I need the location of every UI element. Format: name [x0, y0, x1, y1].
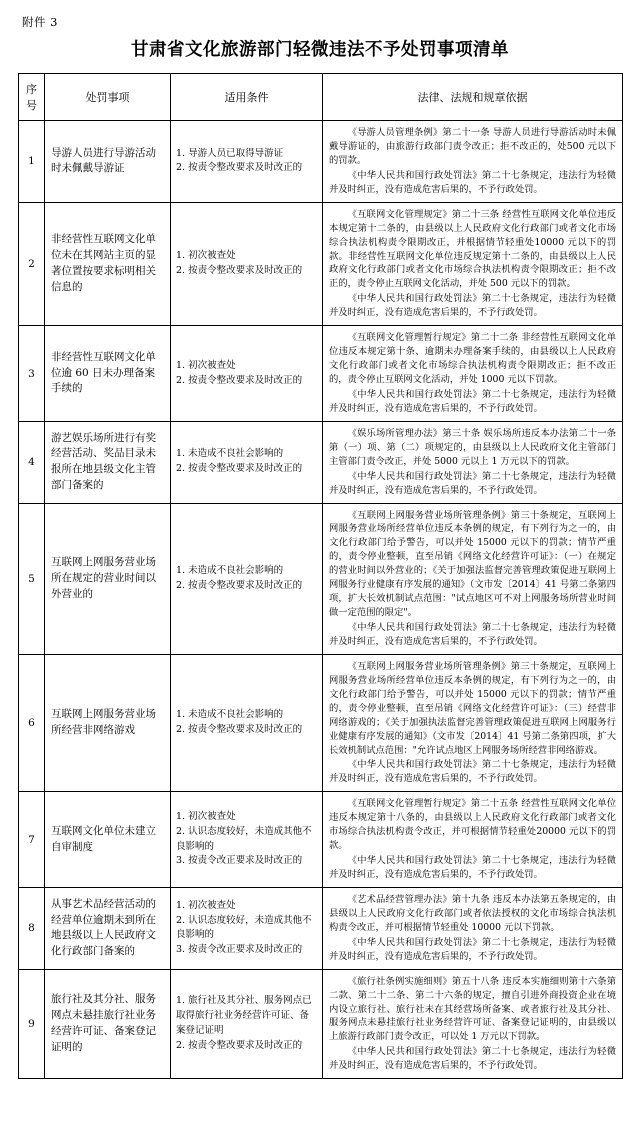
legal-basis-paragraph: 《中华人民共和国行政处罚法》第二十七条规定，违法行为轻微并及时纠正，没有造成危害后果的，不予行政处罚。	[329, 169, 616, 195]
column-header-basis: 法律、法规和规章依据	[323, 74, 623, 121]
legal-basis-paragraph: 《中华人民共和国行政处罚法》第二十七条规定，违法行为轻微并及时纠正，没有造成危害后果的，不予行政处罚。	[329, 759, 616, 785]
condition-line: 3. 按责令改正要求及时改正的	[176, 944, 303, 955]
condition-line: 2. 按责令整改要求及时改正的	[176, 579, 303, 591]
cell-conditions	[171, 654, 323, 791]
column-header-index: 序号	[19, 74, 45, 121]
table-row	[19, 887, 623, 969]
legal-basis-paragraph: 《互联网文化管理规定》第二十三条 经营性互联网文化单位违反本规定第十二条的，由县级以上人民政府文化行政部门或者文化市场综合执法机构责令限期改正，并根据情节轻重处10000 元以下的罚款。非经营性互联网文化单位违反规定第十二条的，由县级以上人民政府文化行政部门或者文化市场综合执法机构责令限期改正；拒不改正的，责令停止互联网文化活动，并处 500 元以下的罚款。	[329, 208, 616, 290]
table-row	[19, 121, 623, 203]
cell-index: 8	[19, 887, 45, 969]
table-row	[19, 792, 623, 888]
cell-index: 3	[19, 326, 45, 422]
table-row	[19, 969, 623, 1079]
cell-penalty-matter: 互联网文化单位未建立自审制度	[45, 792, 171, 888]
condition-line: 1. 初次被查处	[176, 359, 236, 371]
cell-index: 5	[19, 503, 45, 654]
cell-index: 2	[19, 202, 45, 326]
condition-line: 3. 按责令改正要求及时改正的	[176, 855, 303, 867]
cell-conditions	[171, 121, 323, 203]
table-row	[19, 654, 623, 791]
table-row	[19, 421, 623, 503]
cell-legal-basis	[323, 887, 623, 969]
condition-line: 1. 未造成不良社会影响的	[176, 709, 284, 721]
cell-index: 4	[19, 421, 45, 503]
penalty-exemption-table	[18, 73, 623, 1079]
legal-basis-paragraph: 《中华人民共和国行政处罚法》第二十七条规定，违法行为轻微并及时纠正，没有造成危害后果的，不予行政处罚。	[329, 855, 616, 880]
table-row	[19, 503, 623, 654]
cell-conditions	[171, 887, 323, 969]
table-header-row	[19, 74, 623, 121]
cell-conditions	[171, 969, 323, 1079]
cell-penalty-matter: 游艺娱乐场所进行有奖经营活动、奖品目录未报所在地县级文化主管部门备案的	[45, 421, 171, 503]
condition-line: 2. 按责令整改要求及时改正的	[176, 724, 303, 736]
cell-penalty-matter: 非经营性互联网文化单位未在其网站主页的显著位置按要求标明相关信息的	[45, 202, 171, 326]
condition-line: 1. 未造成不良社会影响的	[176, 448, 284, 460]
condition-line: 2. 按责令整改要求及时改正的	[176, 463, 303, 475]
condition-line: 2. 认识态度较好，未造成其他不良影响的	[176, 914, 312, 941]
cell-conditions	[171, 202, 323, 326]
condition-line: 1. 初次被查处	[176, 899, 236, 911]
legal-basis-paragraph: 《中华人民共和国行政处罚法》第二十七条规定，违法行为轻微并及时纠正，没有造成危害后果的，不予行政处罚。	[329, 622, 616, 647]
cell-legal-basis	[323, 792, 623, 888]
cell-index: 1	[19, 121, 45, 203]
legal-basis-paragraph: 《旅行社条例实施细则》第五十八条 违反本实施细则第十六条第二款、第二十二条、第二十六条的规定，擅自引进外商投资企业在境内设立旅行社、旅行社未在其经营场所备案、或者旅行社及其分社、服务网点未悬挂旅行社业务经营许可证、备案登记证明的，由县级以上旅游行政部门责令改正，可以处 1 万元以下罚款。	[329, 975, 616, 1043]
attachment-label: 附件 3	[22, 15, 58, 29]
cell-legal-basis	[323, 202, 623, 326]
legal-basis-paragraph: 《中华人民共和国行政处罚法》第二十七条规定，违法行为轻微并及时纠正，没有造成危害后果的，不予行政处罚。	[329, 388, 616, 414]
legal-basis-paragraph: 《艺术品经营管理办法》第十九条 违反本办法第五条规定的，由县级以上人民政府文化行政部门或者依法授权的文化市场综合执法机构责令改正，并可根据情节轻重处 10000 元以下罚款。	[329, 893, 616, 933]
cell-conditions	[171, 503, 323, 654]
cell-legal-basis	[323, 421, 623, 503]
condition-line: 2. 按责令整改要求及时改正的	[176, 374, 303, 386]
condition-line: 1. 初次被查处	[176, 811, 236, 823]
legal-basis-paragraph: 《互联网上网服务营业场所管理条例》第三十条规定，互联网上网服务营业场所经营单位违反本条例的规定，有下列行为之一的，由文化行政部门给予警告，可以并处 15000 元以下的罚款；情节严重的，责令停业整顿，直至吊销《网络文化经营许可证》：（一）在规定的营业时间以外营业的；《关于加强法监督完善管理政策促进互联网上网服务行业健康有序发展的通知》（文市发〔2014〕41 号第二条第四项，扩大长效机制试点范围："试点地区可不对上网服务场所营业时间做一定范围的限定"。	[329, 509, 616, 619]
cell-penalty-matter: 旅行社及其分社、服务网点未悬挂旅行社业务经营许可证、备案登记证明的	[45, 969, 171, 1079]
table-body	[19, 121, 623, 1079]
legal-basis-paragraph: 《互联网文化管理暂行规定》第二十二条 非经营性互联网文化单位违反本规定第十条、逾期未办理备案手续的，由县级以上人民政府文化行政部门或者文化市场综合执法机构责令限期改正；拒不改正的，责令停止互联网文化活动，并处 1000 元以下罚款。	[329, 332, 616, 385]
legal-basis-paragraph: 《中华人民共和国行政处罚法》第二十七条规定，违法行为轻微并及时纠正，没有造成危害后果的，不予行政处罚。	[329, 293, 616, 319]
condition-line: 2. 按责令整改要求及时改正的	[176, 264, 303, 276]
cell-conditions	[171, 792, 323, 888]
cell-index: 9	[19, 969, 45, 1079]
cell-penalty-matter: 从事艺术品经营活动的经营单位逾期未到所在地县级以上人民政府文化行政部门备案的	[45, 887, 171, 969]
cell-legal-basis	[323, 654, 623, 791]
legal-basis-paragraph: 《娱乐场所管理办法》第三十条 娱乐场所违反本办法第二十一条第（一）项、第（二）项规定的，由县级以上人民政府文化主管部门主管部门责令改正，并处 5000 元以上 1 万元以下的罚款。	[329, 427, 616, 467]
cell-penalty-matter: 非经营性互联网文化单位逾 60 日未办理备案手续的	[45, 326, 171, 422]
cell-conditions	[171, 421, 323, 503]
cell-legal-basis	[323, 326, 623, 422]
condition-line: 2. 按责令整改要求及时改正的	[176, 1039, 303, 1051]
legal-basis-paragraph: 《中华人民共和国行政处罚法》第二十七条规定，违法行为轻微并及时纠正，没有造成危害后果的，不予行政处罚。	[329, 470, 616, 496]
condition-line: 1. 旅行社及其分社、服务网点已取得旅行社业务经营许可证、备案登记证明	[176, 995, 312, 1036]
condition-line: 1. 导游人员已取得导游证	[176, 147, 284, 159]
table-row	[19, 326, 623, 422]
cell-index: 6	[19, 654, 45, 791]
cell-index: 7	[19, 792, 45, 888]
cell-penalty-matter: 导游人员进行导游活动时未佩戴导游证	[45, 121, 171, 203]
cell-legal-basis	[323, 121, 623, 203]
condition-line: 2. 认识态度较好，未造成其他不良影响的	[176, 825, 312, 852]
legal-basis-paragraph: 《中华人民共和国行政处罚法》第二十七条规定，违法行为轻微并及时纠正，没有造成危害后果的，不予行政处罚。	[329, 936, 616, 962]
condition-line: 2. 按责令整改要求及时改正的	[176, 162, 303, 174]
cell-conditions	[171, 326, 323, 422]
legal-basis-paragraph: 《互联网上网服务营业场所管理条例》第三十条规定，互联网上网服务营业场所经营单位违反本条例的规定，有下列行为之一的，由文化行政部门给予警告，可以并处 15000 元以下的罚款；情节严重的，责令停业整顿，直至吊销《网络文化经营许可证》：（三）经营非网络游戏的；《关于加强执法监督完善管理政策促进互联网上网服务行业健康有序发展的通知》（文市发〔2014〕41 号第二条第四项，扩大长效机制试点范围："允许试点地区上网服务场所经营非网络游戏。	[329, 660, 616, 756]
legal-basis-paragraph: 《导游人员管理条例》第二十一条 导游人员进行导游活动时未佩戴导游证的，由旅游行政部门责令改正；拒不改正的，处500 元以下的罚款。	[329, 127, 616, 166]
cell-legal-basis	[323, 503, 623, 654]
condition-line: 1. 未造成不良社会影响的	[176, 564, 284, 576]
cell-penalty-matter: 互联网上网服务营业场所在规定的营业时间以外营业的	[45, 503, 171, 654]
cell-penalty-matter: 互联网上网服务营业场所经营非网络游戏	[45, 654, 171, 791]
legal-basis-paragraph: 《互联网文化管理暂行规定》第二十五条 经营性互联网文化单位违反本规定第十八条的，由县级以上人民政府文化行政部门或者文化市场综合执法机构责令改正，并可根据情节轻重处20000 元以下的罚款。	[329, 798, 616, 852]
column-header-matter: 处罚事项	[45, 74, 171, 121]
page-title: 甘肃省文化旅游部门轻微违法不予处罚事项清单	[131, 40, 509, 60]
column-header-conditions: 适用条件	[171, 74, 323, 121]
condition-line: 1. 初次被查处	[176, 250, 236, 262]
table-row	[19, 202, 623, 326]
legal-basis-paragraph: 《中华人民共和国行政处罚法》第二十七条规定，违法行为轻微并及时纠正，没有造成危害后果的，不予行政处罚。	[329, 1046, 616, 1072]
cell-legal-basis	[323, 969, 623, 1079]
